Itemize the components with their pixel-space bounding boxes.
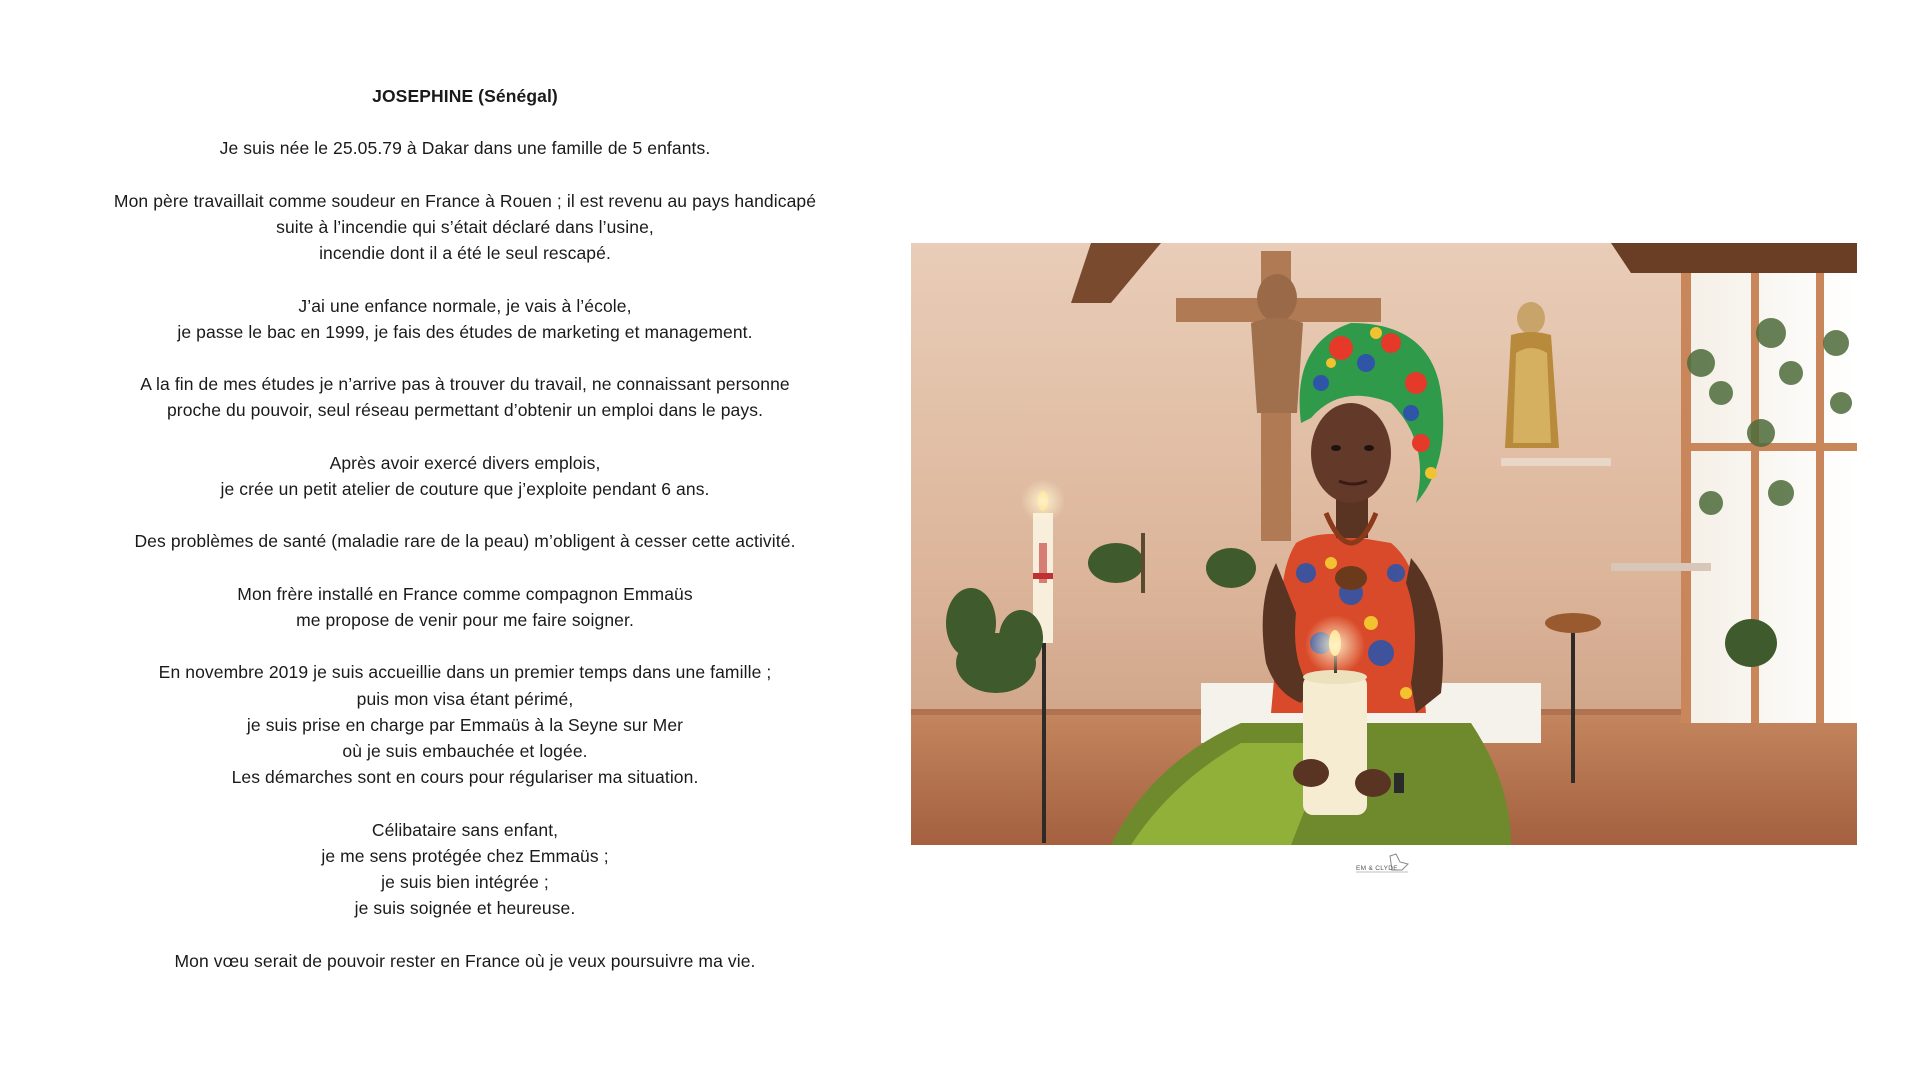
paragraph-line: En novembre 2019 je suis accueillie dans un premier temps dans une famille ; (158, 662, 772, 683)
paragraph-line: Les démarches sont en cours pour régulariser ma situation. (231, 767, 699, 788)
paragraph-line: je suis prise en charge par Emmaüs à la Seyne sur Mer (246, 714, 684, 735)
paragraph-workshop (95, 450, 835, 502)
photographer-logo-mark (1352, 852, 1412, 878)
photographer-logo (1352, 852, 1412, 878)
paragraph-wish (95, 948, 835, 974)
paragraph-line: je crée un petit atelier de couture que j’exploite pendant 6 ans. (220, 478, 710, 499)
paragraph-line: je me sens protégée chez Emmaüs ; (321, 845, 609, 866)
paragraph-line: Célibataire sans enfant, (371, 819, 559, 840)
paragraph-line: Des problèmes de santé (maladie rare de la peau) m’obligent à cesser cette activité. (134, 531, 796, 552)
story-text (95, 83, 835, 1000)
paragraph-childhood (95, 293, 835, 345)
paragraph-line: Je suis née le 25.05.79 à Dakar dans une famille de 5 enfants. (219, 138, 711, 159)
paragraph-line: Après avoir exercé divers emplois, (329, 452, 601, 473)
paragraph-line: Mon père travaillait comme soudeur en France à Rouen ; il est revenu au pays handicapé (113, 190, 817, 211)
paragraph-line: je passe le bac en 1999, je fais des études de marketing et management. (177, 321, 753, 342)
paragraph-line: me propose de venir pour me faire soigner. (296, 609, 634, 630)
page-title: JOSEPHINE (Sénégal) (372, 86, 558, 106)
paragraph-situation (95, 817, 835, 922)
paragraph-line: puis mon visa étant périmé, (356, 688, 574, 709)
paragraph-line: suite à l’incendie qui s’était déclaré dans l’usine, (276, 216, 654, 237)
paragraph-brother (95, 581, 835, 633)
paragraph-work-search (95, 371, 835, 423)
paragraph-line: où je suis embauchée et logée. (342, 740, 588, 761)
paragraph-line: J’ai une enfance normale, je vais à l’école, (298, 295, 632, 316)
paragraph-line: incendie dont il a été le seul rescapé. (319, 243, 611, 264)
paragraph-birth (95, 135, 835, 161)
paragraph-health (95, 528, 835, 554)
paragraph-line: je suis soignée et heureuse. (354, 898, 576, 919)
paragraph-line: A la fin de mes études je n’arrive pas à trouver du travail, ne connaissant personne (140, 374, 790, 395)
paragraph-line: Mon vœu serait de pouvoir rester en France où je veux poursuivre ma vie. (174, 950, 756, 971)
paragraph-father (95, 188, 835, 267)
paragraph-line: proche du pouvoir, seul réseau permettant d’obtenir un emploi dans le pays. (166, 400, 764, 421)
portrait-photo (911, 243, 1857, 845)
paragraph-line: je suis bien intégrée ; (381, 871, 549, 892)
paragraph-line: Mon frère installé en France comme compagnon Emmaüs (237, 583, 693, 604)
svg-text:EM & CLYDE: EM & CLYDE (1356, 865, 1398, 872)
portrait-photo-illustration (911, 243, 1857, 845)
paragraph-arrival (95, 659, 835, 790)
